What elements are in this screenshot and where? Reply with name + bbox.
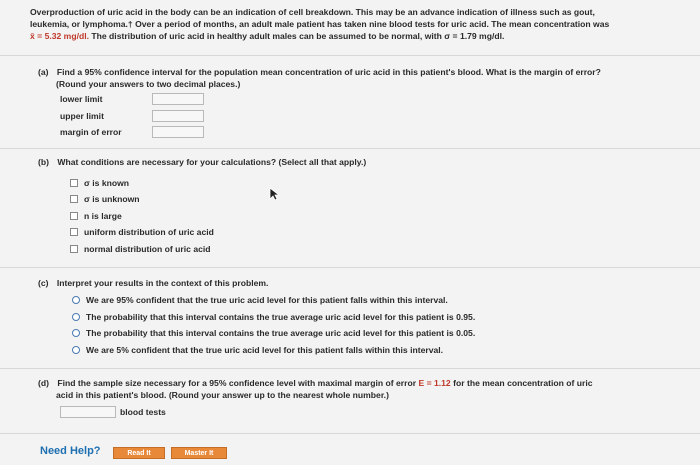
part-d-line-2: acid in this patient's blood. (Round your answer up to the nearest whole number.) <box>56 390 389 400</box>
part-b-text: What conditions are necessary for your calculations? (Select all that apply.) <box>57 157 367 167</box>
part-a-question <box>38 66 678 90</box>
sample-mean: x̄ = 5.32 mg/dl. <box>30 31 89 41</box>
option-c-4[interactable] <box>72 345 443 355</box>
option-normal-distribution[interactable] <box>70 244 211 254</box>
option-n-large[interactable] <box>70 211 122 221</box>
checkbox[interactable] <box>70 195 78 203</box>
sample-size-row <box>60 404 166 420</box>
lower-limit-input[interactable] <box>152 93 204 105</box>
option-label: The probability that this interval contains the true average uric acid level for this patient is 0.05. <box>86 328 476 338</box>
part-d-label: (d) <box>38 378 49 388</box>
part-d-question <box>38 377 678 401</box>
need-help-label: Need Help? <box>40 445 101 457</box>
option-label: We are 5% confident that the true uric acid level for this patient falls within this interval. <box>86 345 444 355</box>
part-d-text-post: for the mean concentration of uric <box>453 378 593 388</box>
upper-limit-label: upper limit <box>60 111 104 121</box>
lower-limit-row <box>60 91 204 107</box>
divider-b <box>0 267 700 268</box>
sample-size-unit: blood tests <box>120 407 166 417</box>
intro-line-3-text: The distribution of uric acid in healthy adult males can be assumed to be normal, with σ = 1.79 mg/dl. <box>91 31 505 41</box>
part-c-label: (c) <box>38 278 49 288</box>
problem-intro <box>30 6 690 42</box>
divider-top <box>0 55 700 56</box>
mouse-cursor-icon <box>268 187 280 201</box>
upper-limit-row <box>60 108 204 124</box>
intro-line-2: leukemia, or lymphoma.† Over a period of months, an adult male patient has taken nine blood tests for uric acid. The mean concentration was <box>30 19 610 29</box>
option-uniform-distribution[interactable] <box>70 227 214 237</box>
part-c-text: Interpret your results in the context of this problem. <box>56 278 269 288</box>
sample-size-input[interactable] <box>60 406 116 418</box>
intro-line-3 <box>30 30 690 42</box>
radio-button[interactable] <box>72 346 80 354</box>
divider-c <box>0 368 700 369</box>
option-label: We are 95% confident that the true uric acid level for this patient falls within this interval. <box>86 295 448 305</box>
upper-limit-input[interactable] <box>152 110 204 122</box>
intro-line-1: Overproduction of uric acid in the body can be an indication of cell breakdown. This may be an advance indication of illness such as gout, <box>30 7 595 17</box>
checkbox[interactable] <box>70 212 78 220</box>
option-label: n is large <box>84 211 122 221</box>
part-a-label: (a) <box>38 67 49 77</box>
option-sigma-known[interactable] <box>70 178 129 188</box>
part-c-question <box>38 278 268 288</box>
part-b-question <box>38 157 366 167</box>
margin-of-error-input[interactable] <box>152 126 204 138</box>
option-label: σ is known <box>84 178 130 188</box>
option-c-3[interactable] <box>72 328 475 338</box>
option-label: The probability that this interval contains the true average uric acid level for this patient is 0.95. <box>86 312 476 322</box>
read-it-button[interactable]: Read It <box>113 447 165 459</box>
radio-button[interactable] <box>72 313 80 321</box>
checkbox[interactable] <box>70 245 78 253</box>
divider-d <box>0 433 700 434</box>
margin-of-error-value: E = 1.12 <box>418 378 451 388</box>
option-c-1[interactable] <box>72 295 448 305</box>
option-label: σ is unknown <box>84 194 140 204</box>
divider-a <box>0 148 700 149</box>
master-it-button[interactable]: Master It <box>171 447 227 459</box>
checkbox[interactable] <box>70 228 78 236</box>
option-sigma-unknown[interactable] <box>70 194 140 204</box>
radio-button[interactable] <box>72 329 80 337</box>
part-a-note: (Round your answers to two decimal places.) <box>56 79 241 89</box>
margin-of-error-row <box>60 124 204 140</box>
part-a-text: Find a 95% confidence interval for the population mean concentration of uric acid in this patient's blood. What is the margin of error? <box>56 67 601 77</box>
option-label: normal distribution of uric acid <box>84 244 211 254</box>
part-d-text: Find the sample size necessary for a 95% confidence level with maximal margin of error <box>57 378 417 388</box>
margin-of-error-label: margin of error <box>60 127 122 137</box>
part-b-label: (b) <box>38 157 49 167</box>
radio-button[interactable] <box>72 296 80 304</box>
lower-limit-label: lower limit <box>60 94 103 104</box>
checkbox[interactable] <box>70 179 78 187</box>
option-c-2[interactable] <box>72 312 475 322</box>
option-label: uniform distribution of uric acid <box>84 227 214 237</box>
